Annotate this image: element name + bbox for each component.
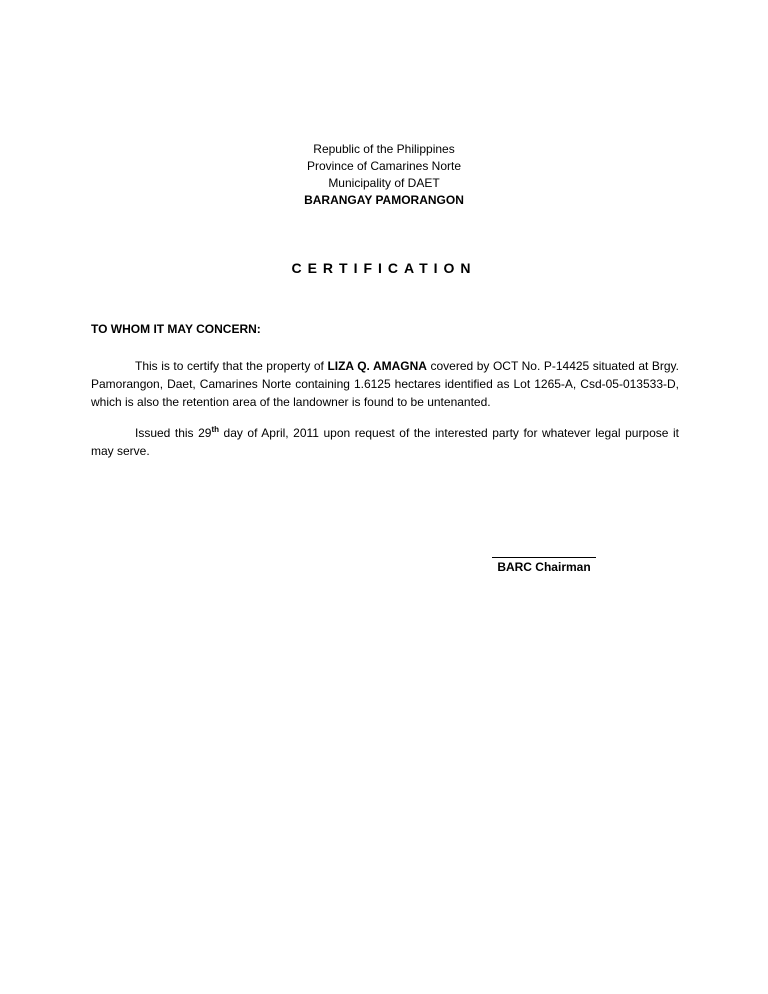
salutation: TO WHOM IT MAY CONCERN: xyxy=(91,322,261,336)
para2-text-before: Issued this 29 xyxy=(135,426,212,440)
date-ordinal-suffix: th xyxy=(211,425,219,434)
header-country: Republic of the Philippines xyxy=(313,142,455,156)
certification-paragraph xyxy=(91,357,679,411)
signatory-title: BARC Chairman xyxy=(497,560,591,574)
para1-text-after: covered by OCT No. P-14425 situated at Brgy. Pamorangon, Daet, Camarines Norte containing 1.6125 hectares identified as Lot 1265-A, Csd-05-013533-D, which is also the retention area of the landowner is found to be untenanted. xyxy=(91,359,679,409)
header-municipality: Municipality of DAET xyxy=(328,176,440,190)
signature-block xyxy=(490,545,598,574)
document-title: CERTIFICATION xyxy=(291,260,477,276)
signature-line xyxy=(492,545,596,558)
letterhead xyxy=(0,141,768,209)
owner-name: LIZA Q. AMAGNA xyxy=(327,359,427,373)
para1-text-before: This is to certify that the property of xyxy=(135,359,328,373)
header-barangay: BARANGAY PAMORANGON xyxy=(304,193,464,207)
issuance-paragraph xyxy=(91,424,679,460)
header-province: Province of Camarines Norte xyxy=(306,159,462,173)
para2-text-after: day of April, 2011 upon request of the interested party for whatever legal purpose it may serve. xyxy=(91,426,679,458)
